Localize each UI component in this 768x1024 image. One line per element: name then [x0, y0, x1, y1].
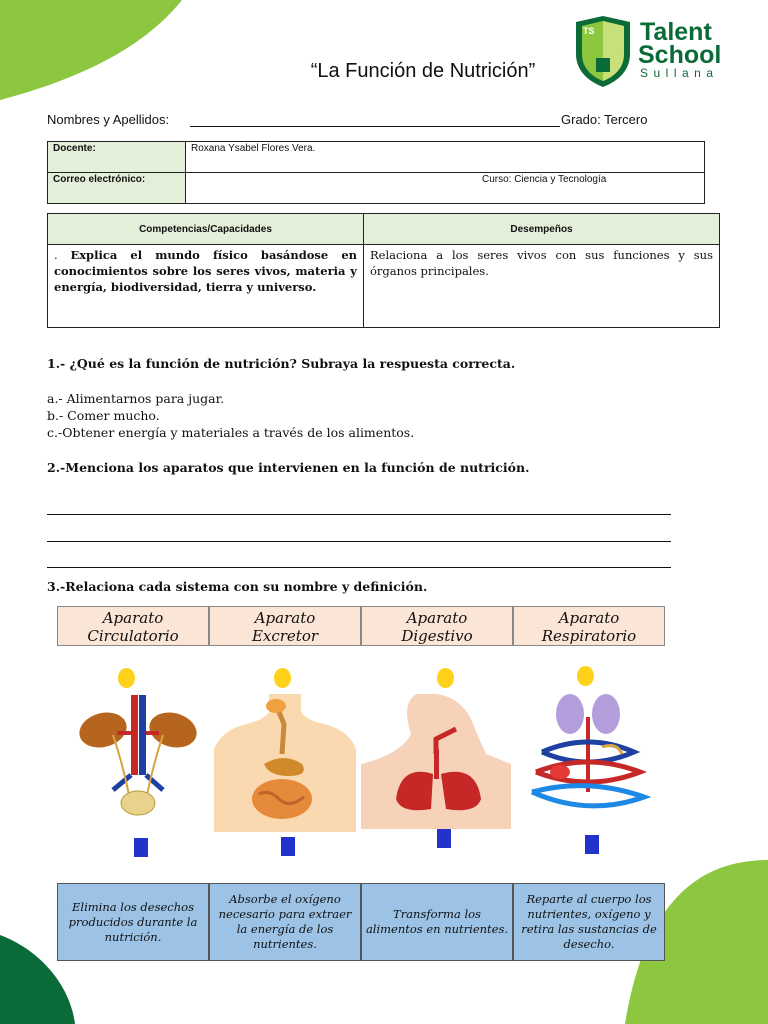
lungs-icon — [361, 694, 511, 829]
system-names-row — [57, 606, 665, 646]
logo-badge-text: TS — [583, 26, 595, 36]
competencies-table — [47, 213, 720, 328]
circulation-icon — [522, 692, 654, 827]
connector-square-bottom[interactable] — [281, 837, 295, 856]
performance-header: Desempeños — [364, 214, 720, 245]
course-value: Curso: Ciencia y Tecnología — [482, 174, 607, 185]
question-1-prompt: 1.- ¿Qué es la función de nutrición? Subraya la respuesta correcta. — [47, 356, 516, 371]
info-table — [47, 141, 705, 204]
competencies-cell — [48, 245, 364, 328]
page-title: “La Función de Nutrición” — [310, 60, 536, 82]
definitions-row — [57, 883, 665, 961]
definition-respiration[interactable]: Absorbe el oxígeno necesario para extraer la energía de los nutrientes. — [209, 883, 361, 961]
kidneys-icon — [73, 695, 203, 820]
competencies-text: Explica el mundo físico basándose en conocimientos sobre los seres vivos, materia y energía, biodiversidad, tierra y universo. — [54, 248, 357, 294]
system-name-line2: Circulatorio — [87, 627, 179, 645]
question-3-prompt: 3.-Relaciona cada sistema con su nombre y definición. — [47, 579, 428, 594]
answer-line[interactable] — [47, 541, 671, 542]
competencies-header: Competencias/Capacidades — [48, 214, 364, 245]
system-name-line1: Aparato — [558, 609, 620, 627]
names-blank-line[interactable] — [190, 126, 560, 127]
definition-circulation[interactable]: Reparte al cuerpo los nutrientes, oxígeno y retira las sustancias de desecho. — [513, 883, 665, 961]
names-label: Nombres y Apellidos: — [47, 112, 170, 127]
course-cell — [186, 173, 705, 204]
connector-square-bottom[interactable] — [134, 838, 148, 857]
system-name-circulatory[interactable] — [57, 606, 209, 646]
system-name-line2: Respiratorio — [541, 627, 637, 645]
system-name-line1: Aparato — [254, 609, 316, 627]
connector-dot-top[interactable] — [274, 668, 291, 688]
email-label: Correo electrónico: — [48, 173, 186, 204]
logo-text-line1: Talent — [640, 18, 712, 46]
question-2-prompt: 2.-Menciona los aparatos que intervienen en la función de nutrición. — [47, 460, 530, 475]
logo-text-line3: Sullana — [640, 66, 719, 80]
system-name-respiratory[interactable] — [513, 606, 665, 646]
definition-excretion[interactable]: Elimina los desechos producidos durante la nutrición. — [57, 883, 209, 961]
teacher-row — [48, 142, 705, 173]
teacher-label: Docente: — [48, 142, 186, 173]
system-name-excretory[interactable] — [209, 606, 361, 646]
question-1-option-a[interactable]: a.- Alimentarnos para jugar. — [47, 391, 225, 406]
grade-label: Grado: Tercero — [561, 112, 648, 127]
system-name-digestive[interactable] — [361, 606, 513, 646]
question-1-option-c[interactable]: c.-Obtener energía y materiales a través de los alimentos. — [47, 425, 415, 440]
digestive-tract-icon — [214, 694, 356, 832]
connector-square-bottom[interactable] — [437, 829, 451, 848]
performance-text: Relaciona a los seres vivos con sus funciones y sus órganos principales. — [364, 245, 720, 328]
school-logo-shield — [572, 14, 634, 88]
question-1-option-b[interactable]: b.- Comer mucho. — [47, 408, 160, 423]
system-name-line2: Digestivo — [401, 627, 473, 645]
answer-line[interactable] — [47, 514, 671, 515]
system-name-line1: Aparato — [102, 609, 164, 627]
connector-dot-top[interactable] — [577, 666, 594, 686]
system-name-line2: Excretor — [251, 627, 319, 645]
teacher-value: Roxana Ysabel Flores Vera. — [186, 142, 705, 173]
connector-dot-top[interactable] — [437, 668, 454, 688]
connector-dot-top[interactable] — [118, 668, 135, 688]
email-row — [48, 173, 705, 204]
connector-square-bottom[interactable] — [585, 835, 599, 854]
definition-digestion[interactable]: Transforma los alimentos en nutrientes. — [361, 883, 513, 961]
logo-text-line2: School — [638, 41, 722, 69]
competencies-bullet: . — [54, 248, 58, 262]
answer-line[interactable] — [47, 567, 671, 568]
system-name-line1: Aparato — [406, 609, 468, 627]
